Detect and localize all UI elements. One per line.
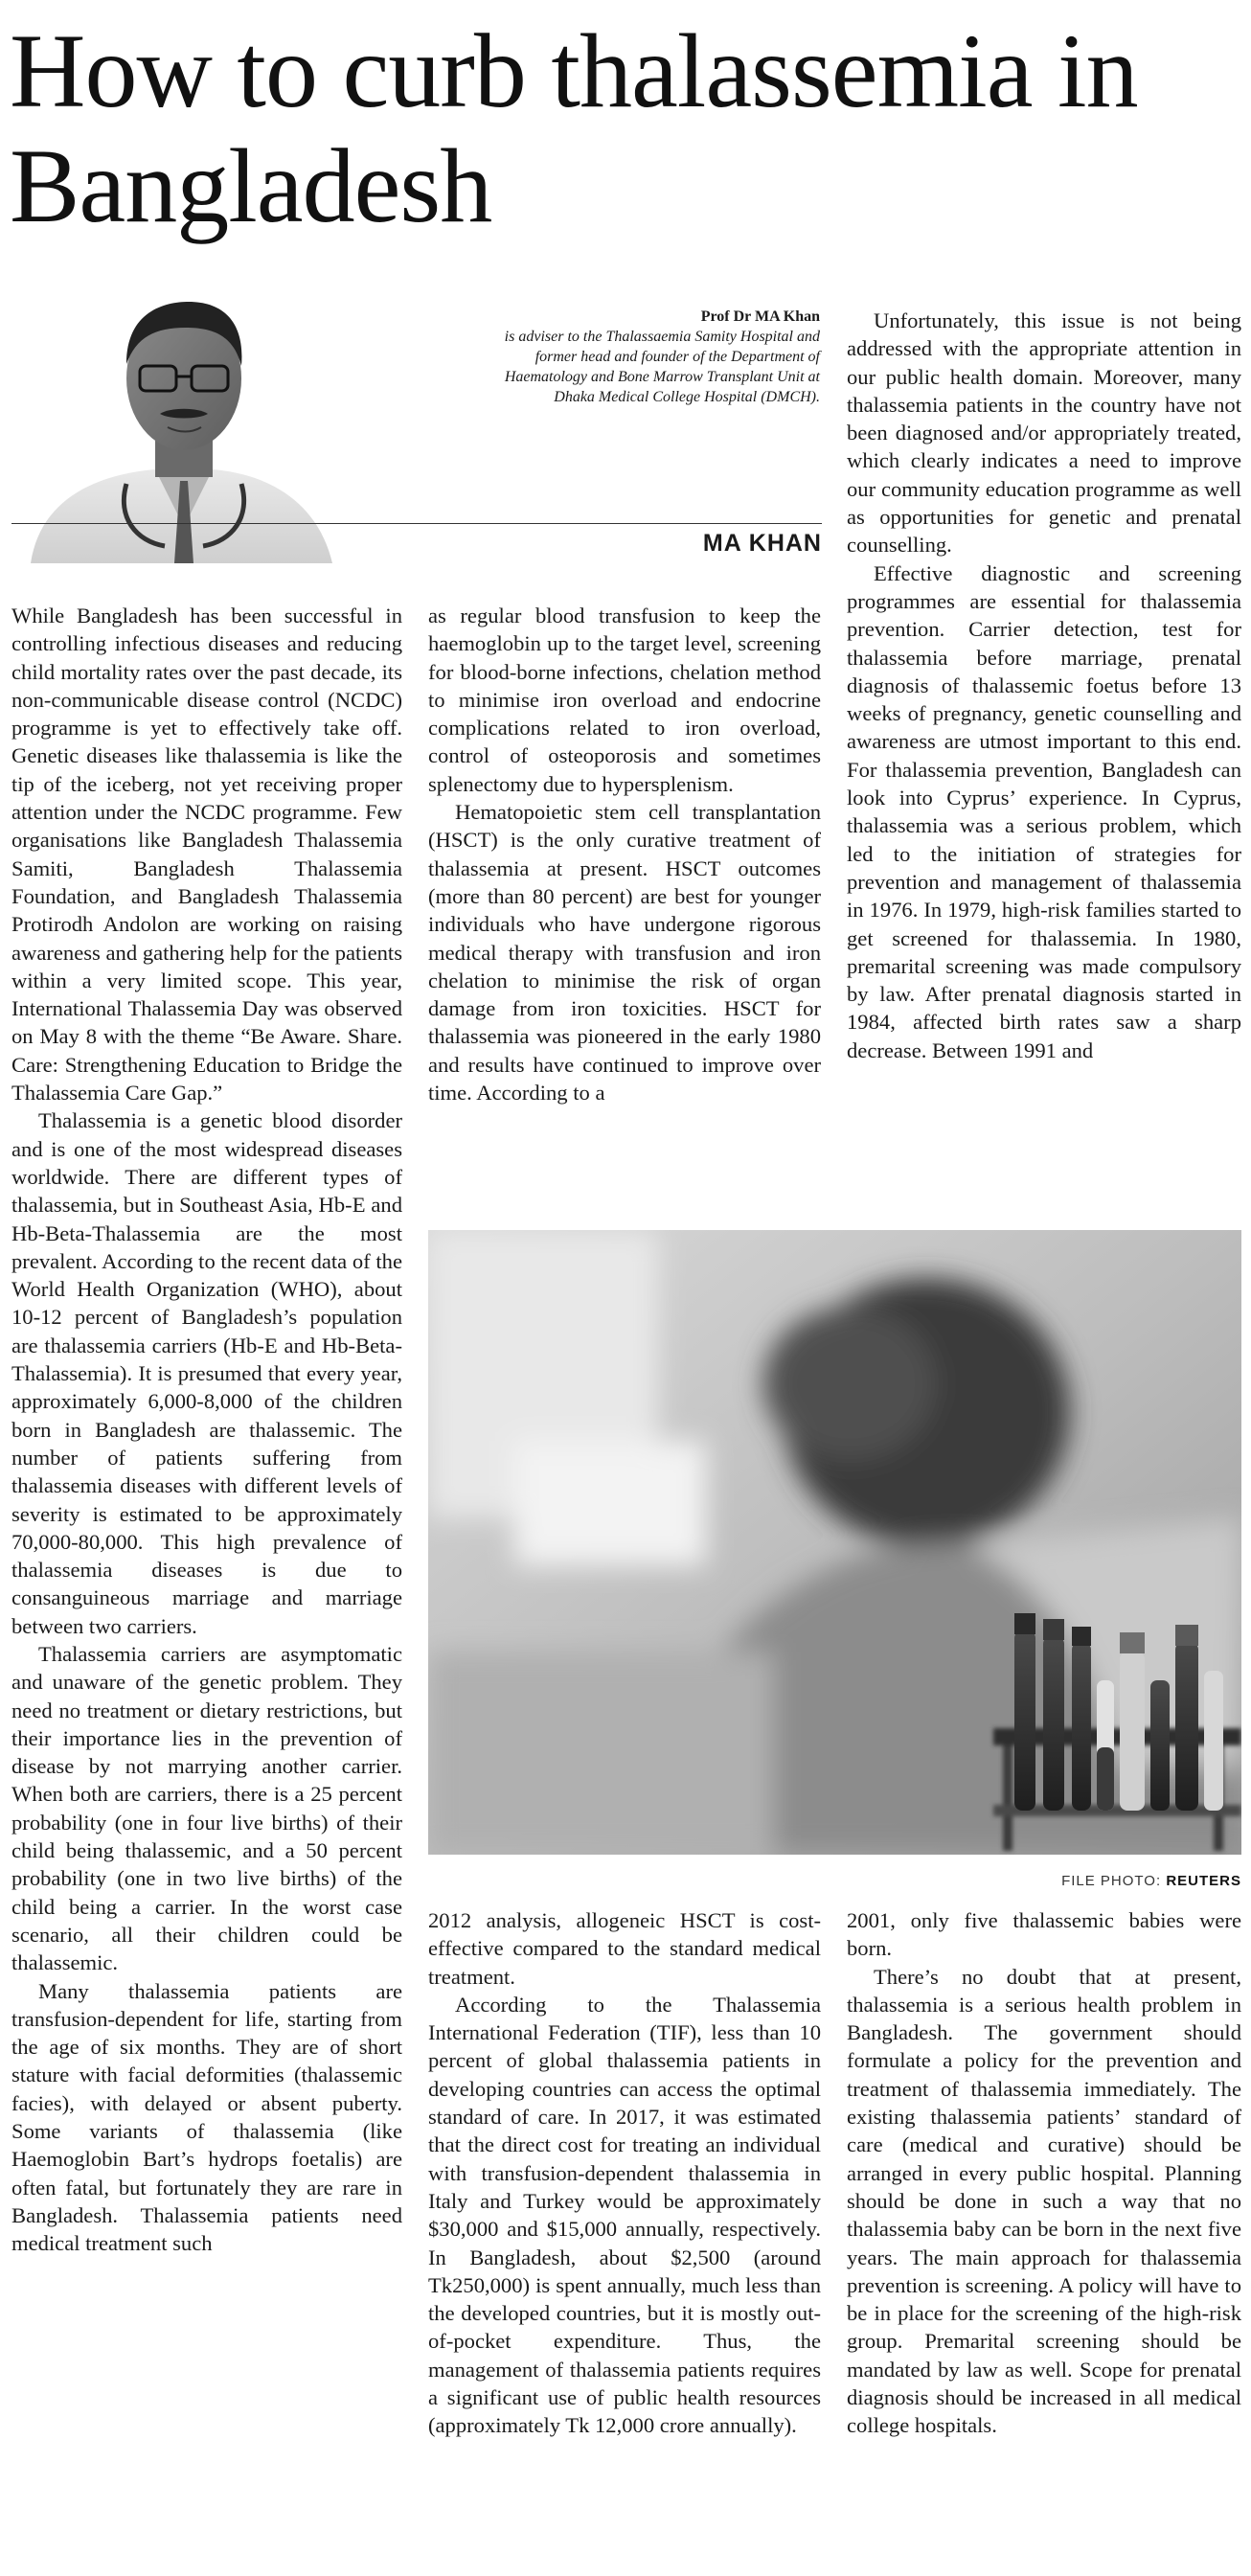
byline: MA KHAN [702,530,822,557]
column-3-bottom [847,1906,1241,2440]
caption-source: REUTERS [1166,1873,1241,1889]
paragraph: Hematopoietic stem cell transplantation (HSCT) is the only curative treatment of thalassemia at present. HSCT outcomes (more than 80 percent) are best for younger individuals who have undergone rigorous medical therapy with transfusion and iron chelation to minimise the risk of organ damage from iron toxicities. HSCT for thalassemia was pioneered in the early 1980 and results have continued to improve over time. According to a [428,800,821,1106]
headline: How to curb thalassemia in Bangladesh [10,12,1138,244]
author-bio-text: is adviser to the Thalassaemia Samity Hospital and former head and founder of the Department of Haematology and Bone Marrow Transplant Unit at Dhaka Medical College Hospital (DMCH). [504,329,820,405]
paragraph: 2001, only five thalassemic babies were born. [847,1908,1241,1961]
column-1 [11,602,402,2258]
paragraph: There’s no doubt that at present, thalassemia is a serious health problem in Bangladesh. The government should formulate a policy for the prevention and treatment of thalassemia immediately. The existing thalassemia patients’ standard of care (medical and curative) should be arranged in every public hospital. Planning should be done in such a way that no thalassemia baby can be born in the next five years. The main approach for thalassemia prevention is screening. A policy will have to be in place for the screening of the high-risk group. Premarital screening should be mandated by law as well. Scope for prenatal diagnosis should be increased in all medical college hospitals. [847,1964,1241,2438]
paragraph: Thalassemia is a genetic blood disorder and is one of the most widespread diseases worldwide. There are different types of thalassemia, but in Southeast Asia, Hb-E and Hb-Beta-Thalassemia are the most prevalent. According to the recent data of the World Health Organization (WHO), about 10-12 percent of Bangladesh’s population are thalassemia carriers (Hb-E and Hb-Beta-Thalassemia). It is presumed that every year, approximately 6,000-8,000 of the children born in Bangladesh are thalassemic. The number of patients suffering from thalassemia diseases with different levels of severity is estimated to be approximately 70,000-80,000. This high prevalence of thalassemia diseases is due to consanguineous marriage and marriage between two carriers. [11,1108,402,1638]
author-photo [11,278,337,563]
photo-caption [862,1873,1241,1889]
paragraph: 2012 analysis, allogeneic HSCT is cost-effective compared to the standard medical treatment. [428,1908,821,1989]
paragraph: Effective diagnostic and screening programmes are essential for thalassemia prevention. Carrier detection, test for thalassemia before marriage, prenatal diagnosis of thalassemic foetus before 13 weeks of pregnancy, genetic counselling and awareness are utmost important to this end. For thalassemia prevention, Bangladesh can look into Cyprus’ experience. In Cyprus, thalassemia was a serious problem, which led to the initiation of strategies for prevention and management of thalassemia in 1976. In 1979, high-risk families started to get screened for thalassemia. In 1980, premarital screening was made compulsory by law. After prenatal diagnosis started in 1984, affected birth rates saw a sharp decrease. Between 1991 and [847,560,1241,1062]
byline-rule [11,523,822,524]
paragraph: Thalassemia carriers are asymptomatic and unaware of the genetic problem. They need no treatment or dietary restrictions, but their importance lies in the prevention of disease by not marrying another carrier. When both are carriers, there is a 25 percent probability (one in four live births) of their child being thalassemic, and a 50 percent probability (one in two live births) of the child being a carrier. In the worst case scenario, all their children could be thalassemic. [11,1641,402,1975]
column-2-bottom [428,1906,821,2440]
paragraph: According to the Thalassemia International Federation (TIF), less than 10 percent of global thalassemia patients in developing countries can access the optimal standard of care. In 2017, it was estimated that the direct cost for treating an individual with transfusion-dependent thalassemia in Italy and Turkey would be approximately $30,000 and $15,000 annually, respectively. In Bangladesh, about $2,500 (around Tk250,000) is spent annually, much less than the developed countries, but it is mostly out-of-pocket expenditure. Thus, the management of thalassemia patients requires a significant use of public health resources (approximately Tk 12,000 crore annually). [428,1992,821,2438]
column-2-top [428,602,821,1106]
paragraph: as regular blood transfusion to keep the haemoglobin up to the target level, screening for blood-borne infections, chelation method to minimise iron overload and endocrine complications related to iron overload, control of osteoporosis and sometimes splenectomy due to hypersplenism. [428,604,821,796]
author-name: Prof Dr MA Khan [700,308,820,325]
column-3-top [847,307,1241,1064]
author-bio [479,307,820,407]
paragraph: While Bangladesh has been successful in controlling infectious diseases and reducing child mortality rates over the past decade, its non-communicable disease control (NCDC) programme is yet to effectively take off. Genetic diseases like thalassemia is like the tip of the iceberg, not yet receiving proper attention under the NCDC programme. Few organisations like Bangladesh Thalassemia Samiti, Bangladesh Thalassemia Foundation, and Bangladesh Thalassemia Protirodh Andolon are working on raising awareness and gathering help for the patients within a very limited scope. This year, International Thalassemia Day was observed on May 8 with the theme “Be Aware. Share. Care: Strengthening Education to Bridge the Thalassemia Care Gap.” [11,604,402,1106]
paragraph: Unfortunately, this issue is not being addressed with the appropriate attention in our public health domain. Moreover, many thalassemia patients in the country have not been diagnosed and/or appropriately treated, which clearly indicates a need to improve our community education programme as well as opportunities for genetic and prenatal counselling. [847,308,1241,558]
paragraph: Many thalassemia patients are transfusion-dependent for life, starting from the age of six months. They are of short stature with facial deformities (thalassemic facies), with delayed or absent puberty. Some variants of thalassemia (like Haemoglobin Bart’s hydrops foetalis) are often fatal, but fortunately they are rare in Bangladesh. Thalassemia patients need medical treatment such [11,1978,402,2256]
lab-photo [428,1230,1241,1855]
caption-prefix: FILE PHOTO: [1061,1873,1162,1889]
